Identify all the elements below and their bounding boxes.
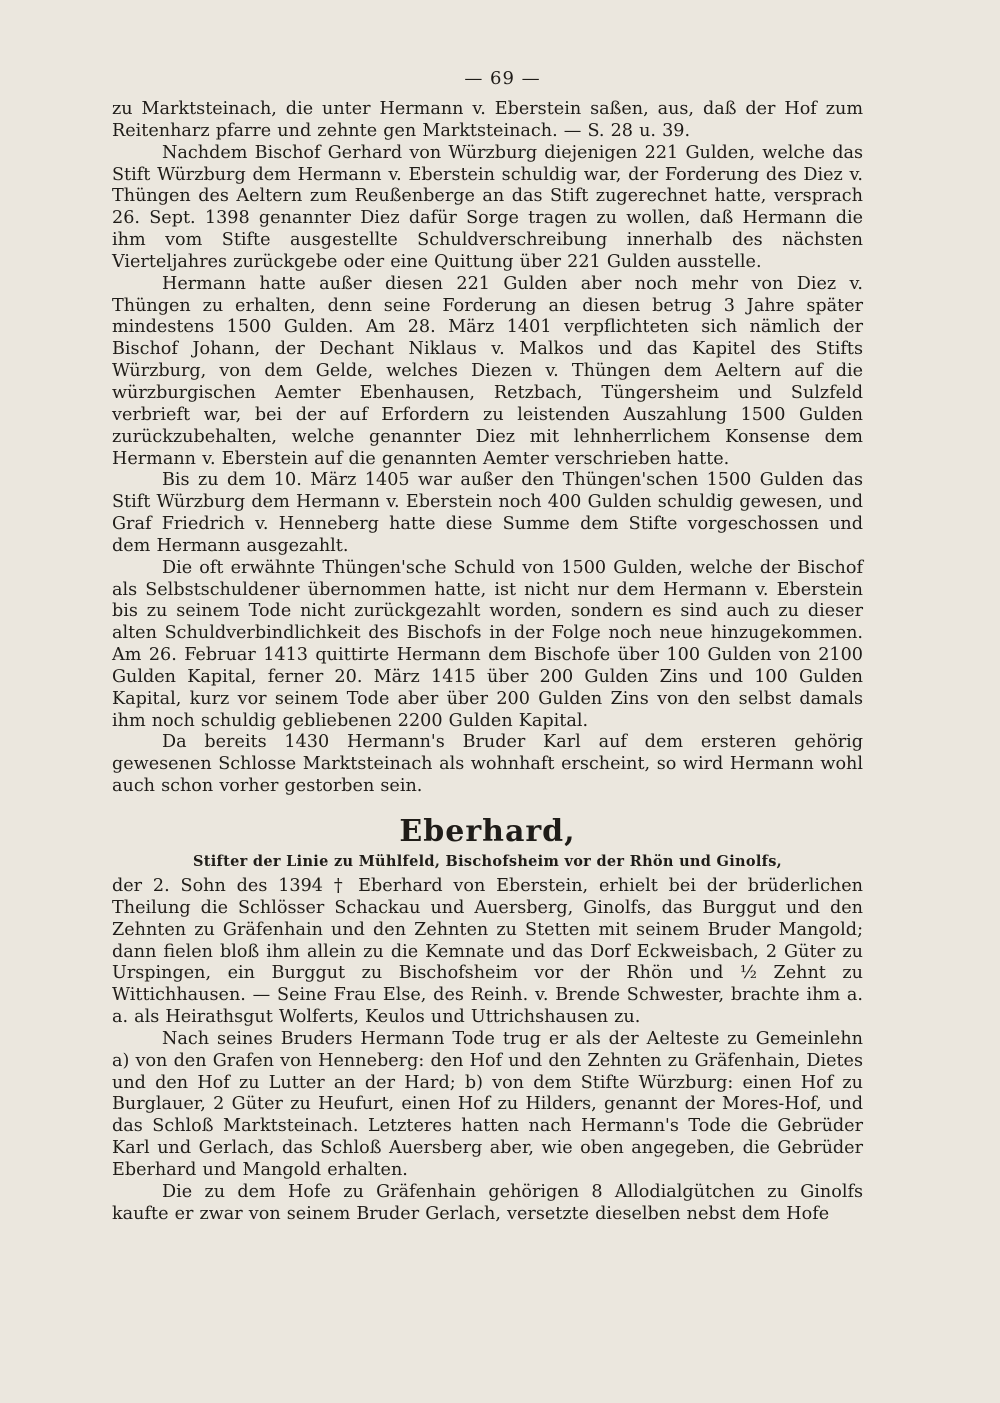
- section-hermann: [112, 99, 863, 798]
- paragraph: Die oft erwähnte Thüngen'sche Schuld von 1500 Gulden, welche der Bischof als Selbstschuldener übernommen hatte, ist nicht nur dem Hermann v. Eberstein bis zu seinem Tode nicht zurückgezahlt worden, sondern es sind auch zu dieser alten Schuldverbindlichkeit des Bischofs in der Folge noch neue hinzugekommen. Am 26. Februar 1413 quittirte Hermann dem Bischofe über 100 Gulden von 2100 Gulden Kapital, ferner 20. März 1415 über 200 Gulden Zins und 100 Gulden Kapital, kurz vor seinem Tode aber über 200 Gulden Zins von den selbst damals ihm noch schuldig gebliebenen 2200 Gulden Kapital.: [112, 557, 863, 731]
- paragraph: Hermann hatte außer diesen 221 Gulden aber noch mehr von Diez v. Thüngen zu erhalten, denn seine Forderung an diesen betrug 3 Jahre später mindestens 1500 Gulden. Am 28. März 1401 verpflichteten sich nämlich der Bischof Johann, der Dechant Niklaus v. Malkos und das Kapitel des Stifts Würzburg, von dem Gelde, welches Diezen v. Thüngen dem Aeltern auf die würzburgischen Aemter Ebenhausen, Retzbach, Tüngersheim und Sulzfeld verbrieft war, bei der auf Erfordern zu leistenden Auszahlung 1500 Gulden zurückzubehalten, welche genannter Diez mit lehnherrlichem Konsense dem Hermann v. Eberstein auf die genannten Aemter verschrieben hatte.: [112, 273, 863, 469]
- paragraph: Nachdem Bischof Gerhard von Würzburg diejenigen 221 Gulden, welche das Stift Würzburg dem Hermann v. Eberstein schuldig war, der Forderung des Diez v. Thüngen des Aeltern zum Reußenberge an das Stift zugerechnet hatte, versprach 26. Sept. 1398 genannter Diez dafür Sorge tragen zu wollen, daß Hermann die ihm vom Stifte ausgestellte Schuldverschreibung innerhalb des nächsten Vierteljahres zurückgebe oder eine Quittung über 221 Gulden ausstelle.: [112, 142, 863, 272]
- page-number: — 69 —: [464, 68, 541, 89]
- section-subheading: Stifter der Linie zu Mühlfeld, Bischofsheim vor der Rhön und Ginolfs,: [192, 853, 783, 870]
- section-eberhard: [112, 876, 863, 1226]
- paragraph: der 2. Sohn des 1394 † Eberhard von Eberstein, erhielt bei der brüderlichen Theilung die Schlösser Schackau und Auersberg, Ginolfs, das Burggut und den Zehnten zu Gräfenhain und den Zehnten zu Stetten mit seinem Bruder Mangold; dann fielen bloß ihm allein zu die Kemnate und das Dorf Eckweisbach, 2 Güter zu Urspingen, ein Burggut zu Bischofsheim vor der Rhön und ½ Zehnt zu Wittichhausen. — Seine Frau Else, des Reinh. v. Brende Schwester, brachte ihm a. a. als Heirathsgut Wolferts, Keulos und Uttrichshausen zu.: [112, 876, 863, 1028]
- paragraph: Nach seines Bruders Hermann Tode trug er als der Aelteste zu Gemeinlehn a) von den Grafen von Henneberg: den Hof und den Zehnten zu Gräfenhain, Dietes und den Hof zu Lutter an der Hard; b) von dem Stifte Würzburg: einen Hof zu Burglauer, 2 Güter zu Heufurt, einen Hof zu Hilders, genannt der Mores-Hof, und das Schloß Marktsteinach. Letzteres hatten nach Hermann's Tode die Gebrüder Karl und Gerlach, das Schloß Auersberg aber, wie oben angegeben, die Gebrüder Eberhard und Mangold erhalten.: [112, 1028, 863, 1180]
- paragraph: Die zu dem Hofe zu Gräfenhain gehörigen 8 Allodialgütchen zu Ginolfs kaufte er zwar von seinem Bruder Gerlach, versetzte dieselben nebst dem Hofe: [112, 1181, 863, 1224]
- paragraph: zu Marktsteinach, die unter Hermann v. Eberstein saßen, aus, daß der Hof zum Reitenharz pfarre und zehnte gen Marktsteinach. — S. 28 u. 39.: [112, 99, 863, 141]
- paragraph: Bis zu dem 10. März 1405 war außer den Thüngen'schen 1500 Gulden das Stift Würzburg dem Hermann v. Eberstein noch 400 Gulden schuldig gewesen, und Graf Friedrich v. Henneberg hatte diese Summe dem Stifte vorgeschossen und dem Hermann ausgezahlt.: [112, 470, 863, 556]
- section-heading: Eberhard,: [399, 814, 576, 849]
- paragraph: Da bereits 1430 Hermann's Bruder Karl auf dem ersteren gehörig gewesenen Schlosse Marktsteinach als wohnhaft erscheint, so wird Hermann wohl auch schon vorher gestorben sein.: [112, 732, 863, 797]
